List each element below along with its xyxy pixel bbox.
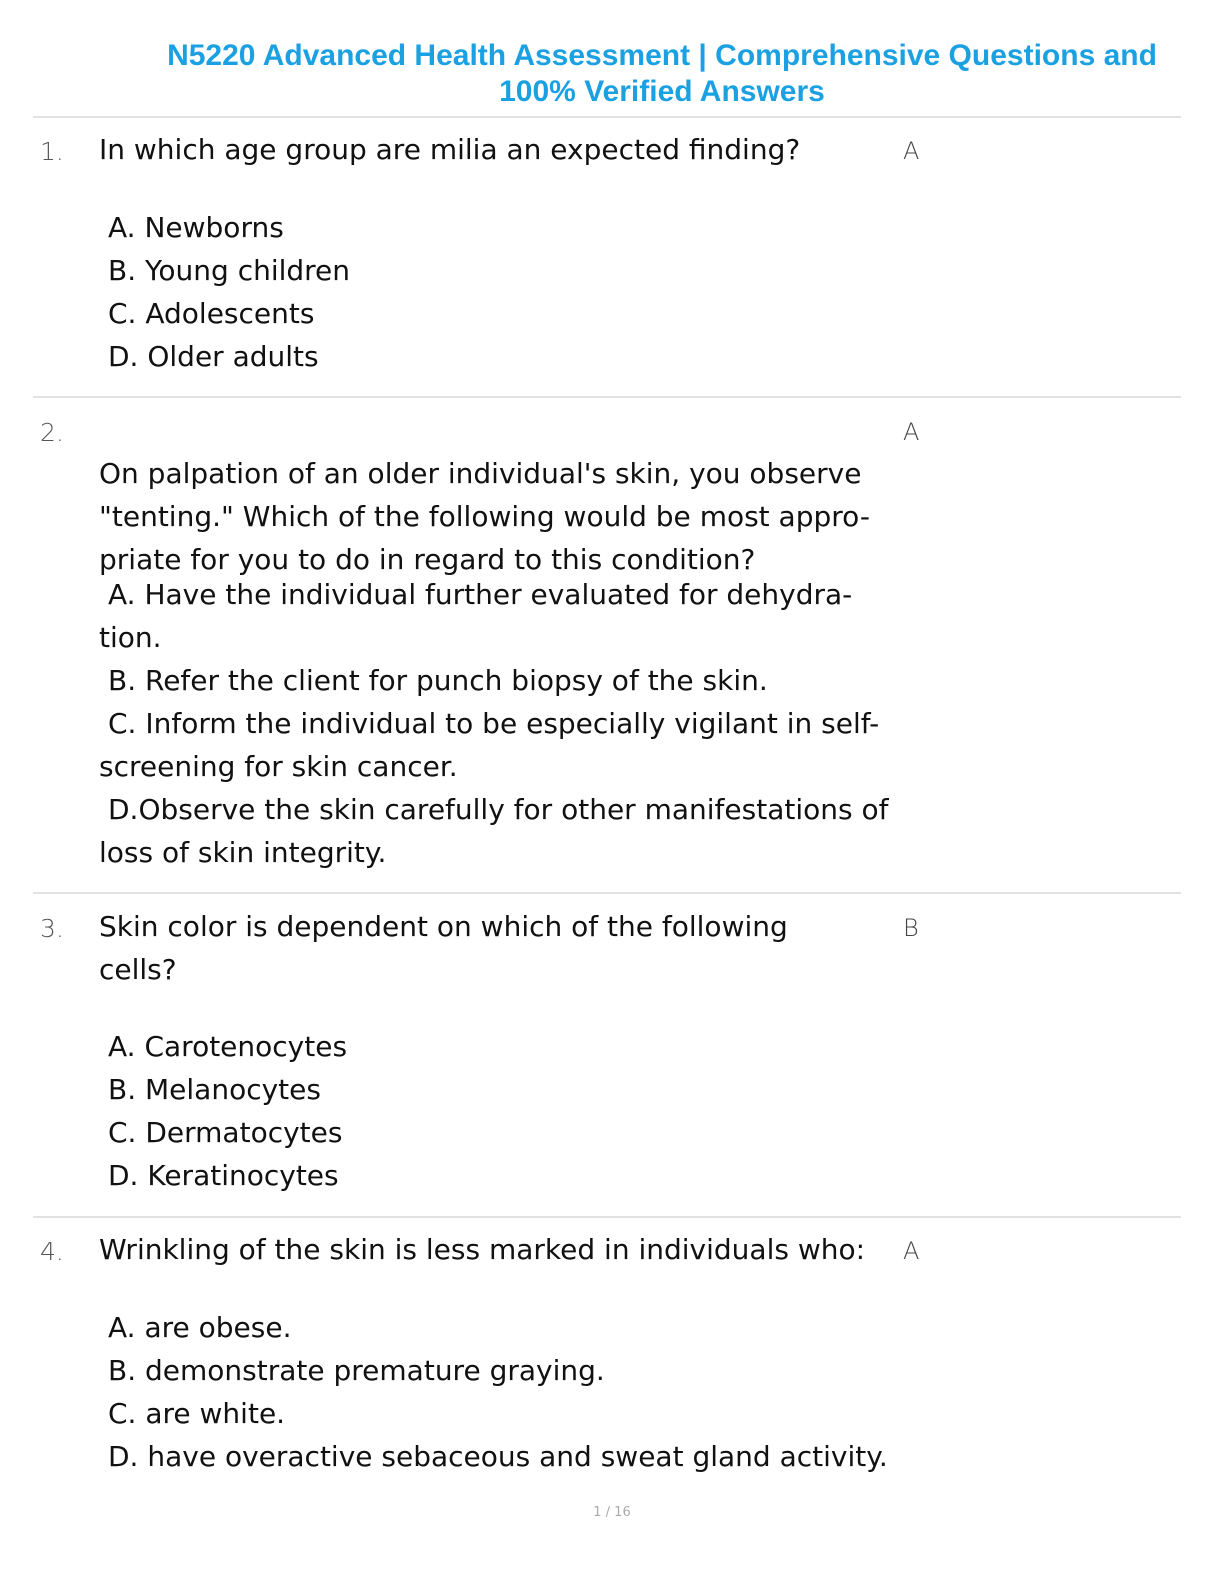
question-number: 2. [40, 418, 64, 447]
document-title [140, 38, 1184, 110]
option-d: D. Keratinocytes [108, 1159, 339, 1192]
question-text: Wrinkling of the skin is less marked in individuals who: [99, 1233, 866, 1266]
question-number: 3. [40, 914, 64, 943]
divider [33, 396, 1181, 398]
question-text: In which age group are milia an expected finding? [99, 133, 801, 166]
question-text-line-1: On palpation of an older individual's skin, you observe "tenting." Which of the following would be most appro- priate for you to do in regard to this condition? [99, 457, 870, 576]
title-line-1: N5220 Advanced Health Assessment | Comprehensive Questions and [167, 39, 1157, 72]
option-c: C. Dermatocytes [108, 1116, 343, 1149]
options-list [99, 206, 899, 378]
option-d: D. have overactive sebaceous and sweat gland activity. [108, 1440, 888, 1473]
divider [33, 892, 1181, 894]
options-list [99, 573, 899, 874]
question-number: 1. [40, 137, 64, 166]
option-b: B. Refer the client for punch biopsy of the skin. [108, 664, 768, 697]
option-a: A. Have the individual further evaluated for dehydra- tion. [99, 578, 853, 654]
title-line-2: 100% Verified Answers [499, 75, 825, 108]
option-d: D. Older adults [108, 340, 319, 373]
option-c: C. Inform the individual to be especially vigilant in self-screening for skin cancer. [99, 707, 880, 783]
options-list [99, 1306, 899, 1478]
answer-key: A [903, 137, 920, 165]
option-a: A. Carotenocytes [108, 1030, 348, 1063]
option-a: A. are obese. [108, 1311, 292, 1344]
question-text: Skin color is dependent on which of the following cells? [99, 910, 788, 986]
options-list [99, 1025, 899, 1197]
option-c: C. are white. [108, 1397, 286, 1430]
answer-key: A [903, 418, 920, 446]
page-number: 1 / 16 [593, 1505, 631, 1520]
option-b: B. Young children [108, 254, 351, 287]
answer-key: A [903, 1237, 920, 1265]
option-b: B. demonstrate premature graying. [108, 1354, 605, 1387]
option-a: A. Newborns [108, 211, 284, 244]
question-number: 4. [40, 1237, 64, 1266]
option-b: B. Melanocytes [108, 1073, 321, 1106]
divider [33, 116, 1181, 118]
option-d: D.Observe the skin carefully for other manifestations of loss of skin integrity. [99, 793, 889, 869]
divider [33, 1216, 1181, 1218]
option-c: C. Adolescents [108, 297, 315, 330]
answer-key: B [903, 914, 919, 942]
